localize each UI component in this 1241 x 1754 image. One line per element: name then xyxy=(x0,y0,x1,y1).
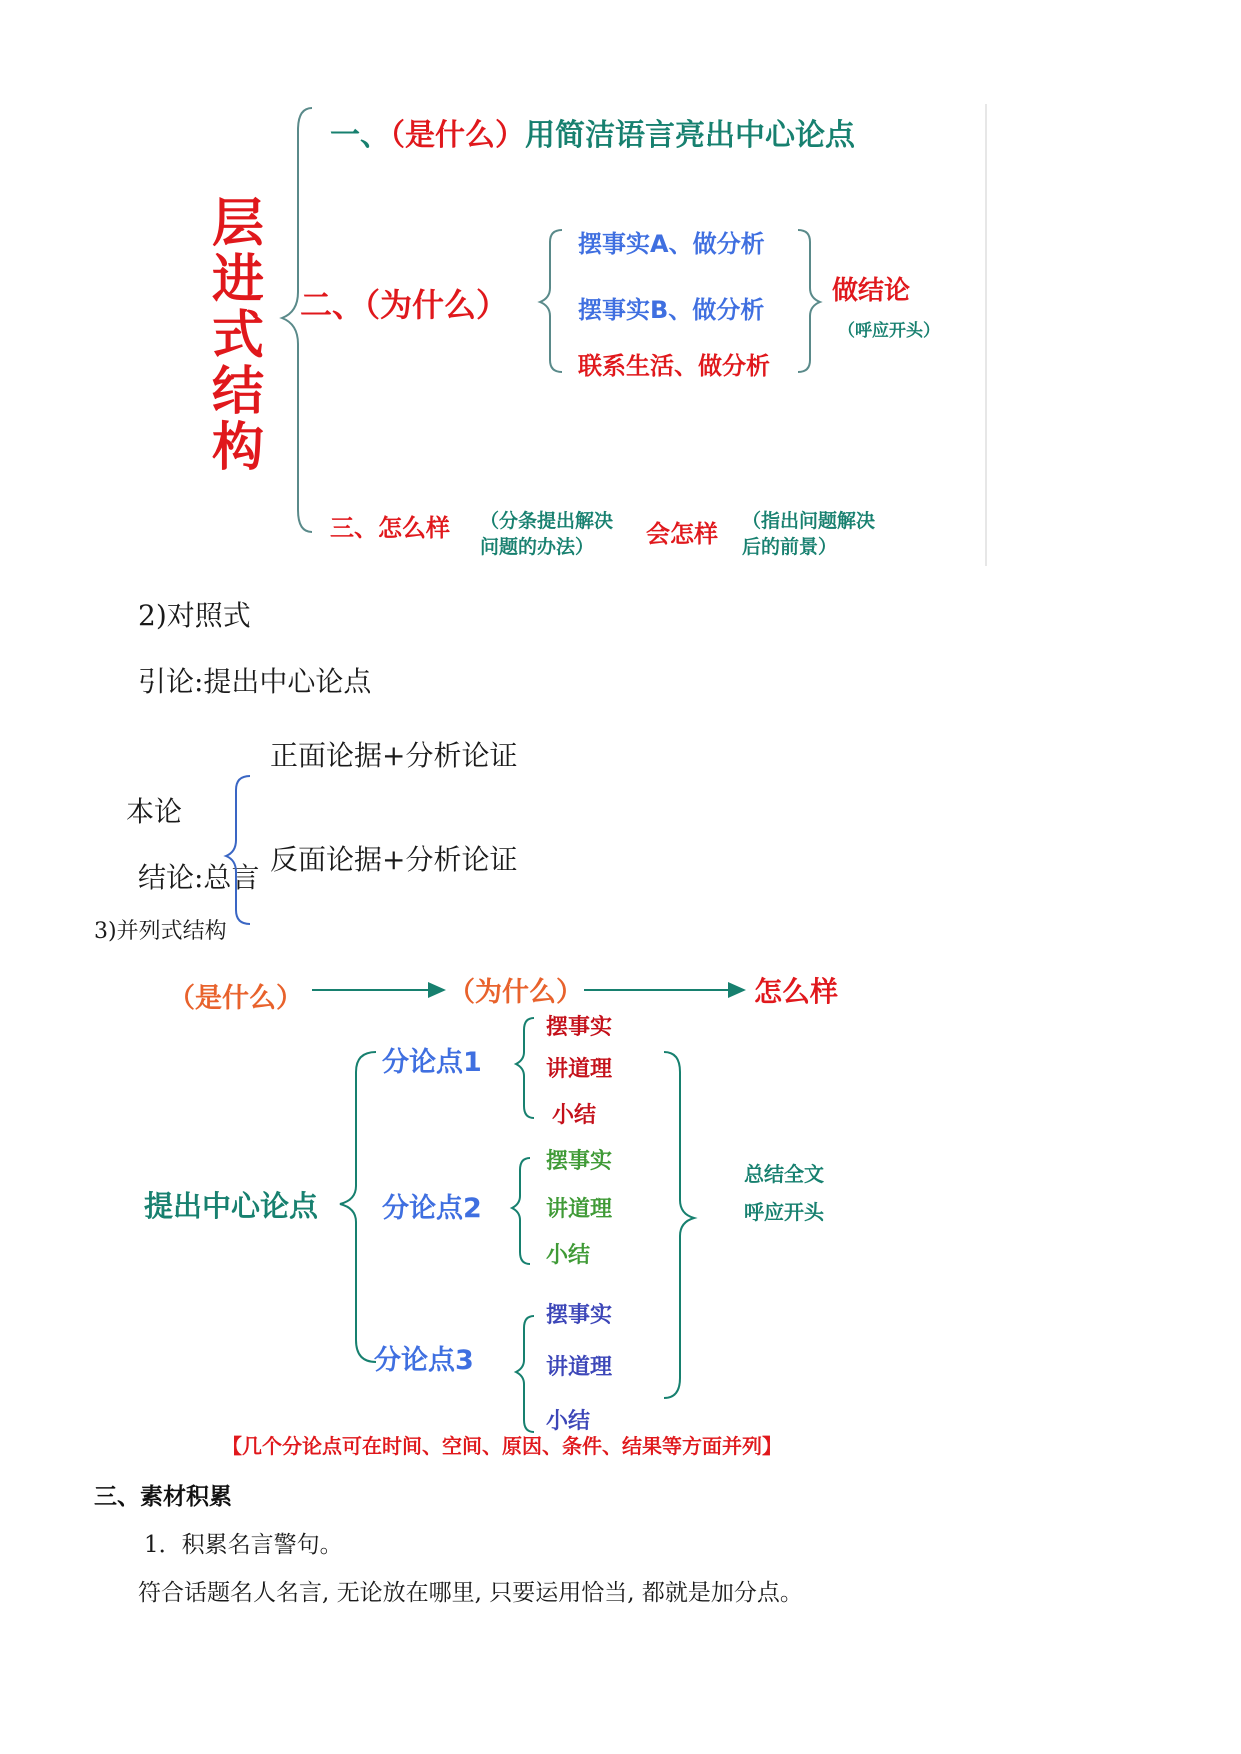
main-brace xyxy=(340,1052,376,1362)
step1-text: 用简洁语言亮出中心论点 xyxy=(525,118,855,153)
part3-paragraph: 符合话题名人名言, 无论放在哪里, 只要运用恰当, 都就是加分点。 xyxy=(138,1580,803,1606)
diagram2-footnote: 【几个分论点可在时间、空间、原因、条件、结果等方面并列】 xyxy=(222,1434,782,1458)
point3-brace xyxy=(516,1316,534,1432)
sub-point-1: 分论点1 xyxy=(382,1047,482,1078)
title-char: 进 xyxy=(211,250,264,310)
reason-life: 联系生活、做分析 xyxy=(578,352,770,380)
conclusion-note: （呼应开头） xyxy=(838,321,940,341)
sub-point-2-item: 小结 xyxy=(546,1243,591,1268)
conclusion-label: 做结论 xyxy=(832,276,911,306)
step3-note2-line: （指出问题解决 xyxy=(742,510,876,532)
section2-conclusion-cut: 言 xyxy=(231,861,260,894)
reason-a: 摆事实A、做分析 xyxy=(578,230,765,258)
reason-b: 摆事实B、做分析 xyxy=(578,296,765,324)
sub-point-1-item: 小结 xyxy=(552,1103,597,1128)
step2-number: 二、 xyxy=(300,286,365,324)
part3-heading: 三、素材积累 xyxy=(94,1484,232,1510)
step3-note1-line: 问题的办法） xyxy=(480,536,595,558)
section2-intro: 引论:提出中心论点 xyxy=(138,665,372,698)
section2-heading: 2)对照式 xyxy=(138,599,251,632)
section2-body-label: 本论 xyxy=(126,795,183,828)
sub-point-3-item: 摆事实 xyxy=(546,1303,613,1328)
step3-result: 会怎样 xyxy=(646,520,718,548)
flow-how: 怎么样 xyxy=(754,975,839,1008)
title-char: 式 xyxy=(211,306,264,366)
sub-point-1-item: 讲道理 xyxy=(546,1057,613,1082)
sub-point-2-item: 讲道理 xyxy=(546,1197,613,1222)
sub-point-3-item: 小结 xyxy=(546,1409,591,1434)
step2-question: （为什么） xyxy=(364,286,509,324)
section2-branch-positive: 正面论据+分析论证 xyxy=(270,739,518,772)
section2-conclusion-text: 结论:总 xyxy=(138,861,232,894)
flow-what: （是什么） xyxy=(168,983,303,1014)
title-char: 层 xyxy=(211,194,264,254)
title-char: 构 xyxy=(211,418,264,478)
title-char: 结 xyxy=(211,362,264,422)
sub-point-1-item: 摆事实 xyxy=(546,1015,613,1040)
step1-number: 一、 xyxy=(330,118,390,153)
section3-heading: 3)并列式结构 xyxy=(94,919,227,944)
summary-line-1: 总结全文 xyxy=(744,1162,824,1186)
point2-brace xyxy=(512,1158,530,1264)
step3-note1-line: （分条提出解决 xyxy=(480,510,614,532)
center-thesis: 提出中心论点 xyxy=(144,1189,319,1223)
sub-point-3: 分论点3 xyxy=(374,1345,474,1376)
sub-point-3-item: 讲道理 xyxy=(546,1355,613,1380)
sub-point-2-item: 摆事实 xyxy=(546,1149,613,1174)
point1-brace xyxy=(516,1018,534,1118)
summary-brace xyxy=(664,1052,694,1398)
step3-note2-line: 后的前景） xyxy=(742,536,838,558)
sub-point-2: 分论点2 xyxy=(382,1193,482,1224)
summary-line-2: 呼应开头 xyxy=(744,1200,824,1224)
part3-item-1: 1．积累名言警句。 xyxy=(144,1532,343,1558)
step1-question: （是什么） xyxy=(390,118,525,153)
section2-branch-negative: 反面论据+分析论证 xyxy=(270,843,518,876)
flow-why: （为什么） xyxy=(448,977,583,1008)
step3-label: 三、怎么样 xyxy=(330,514,450,542)
